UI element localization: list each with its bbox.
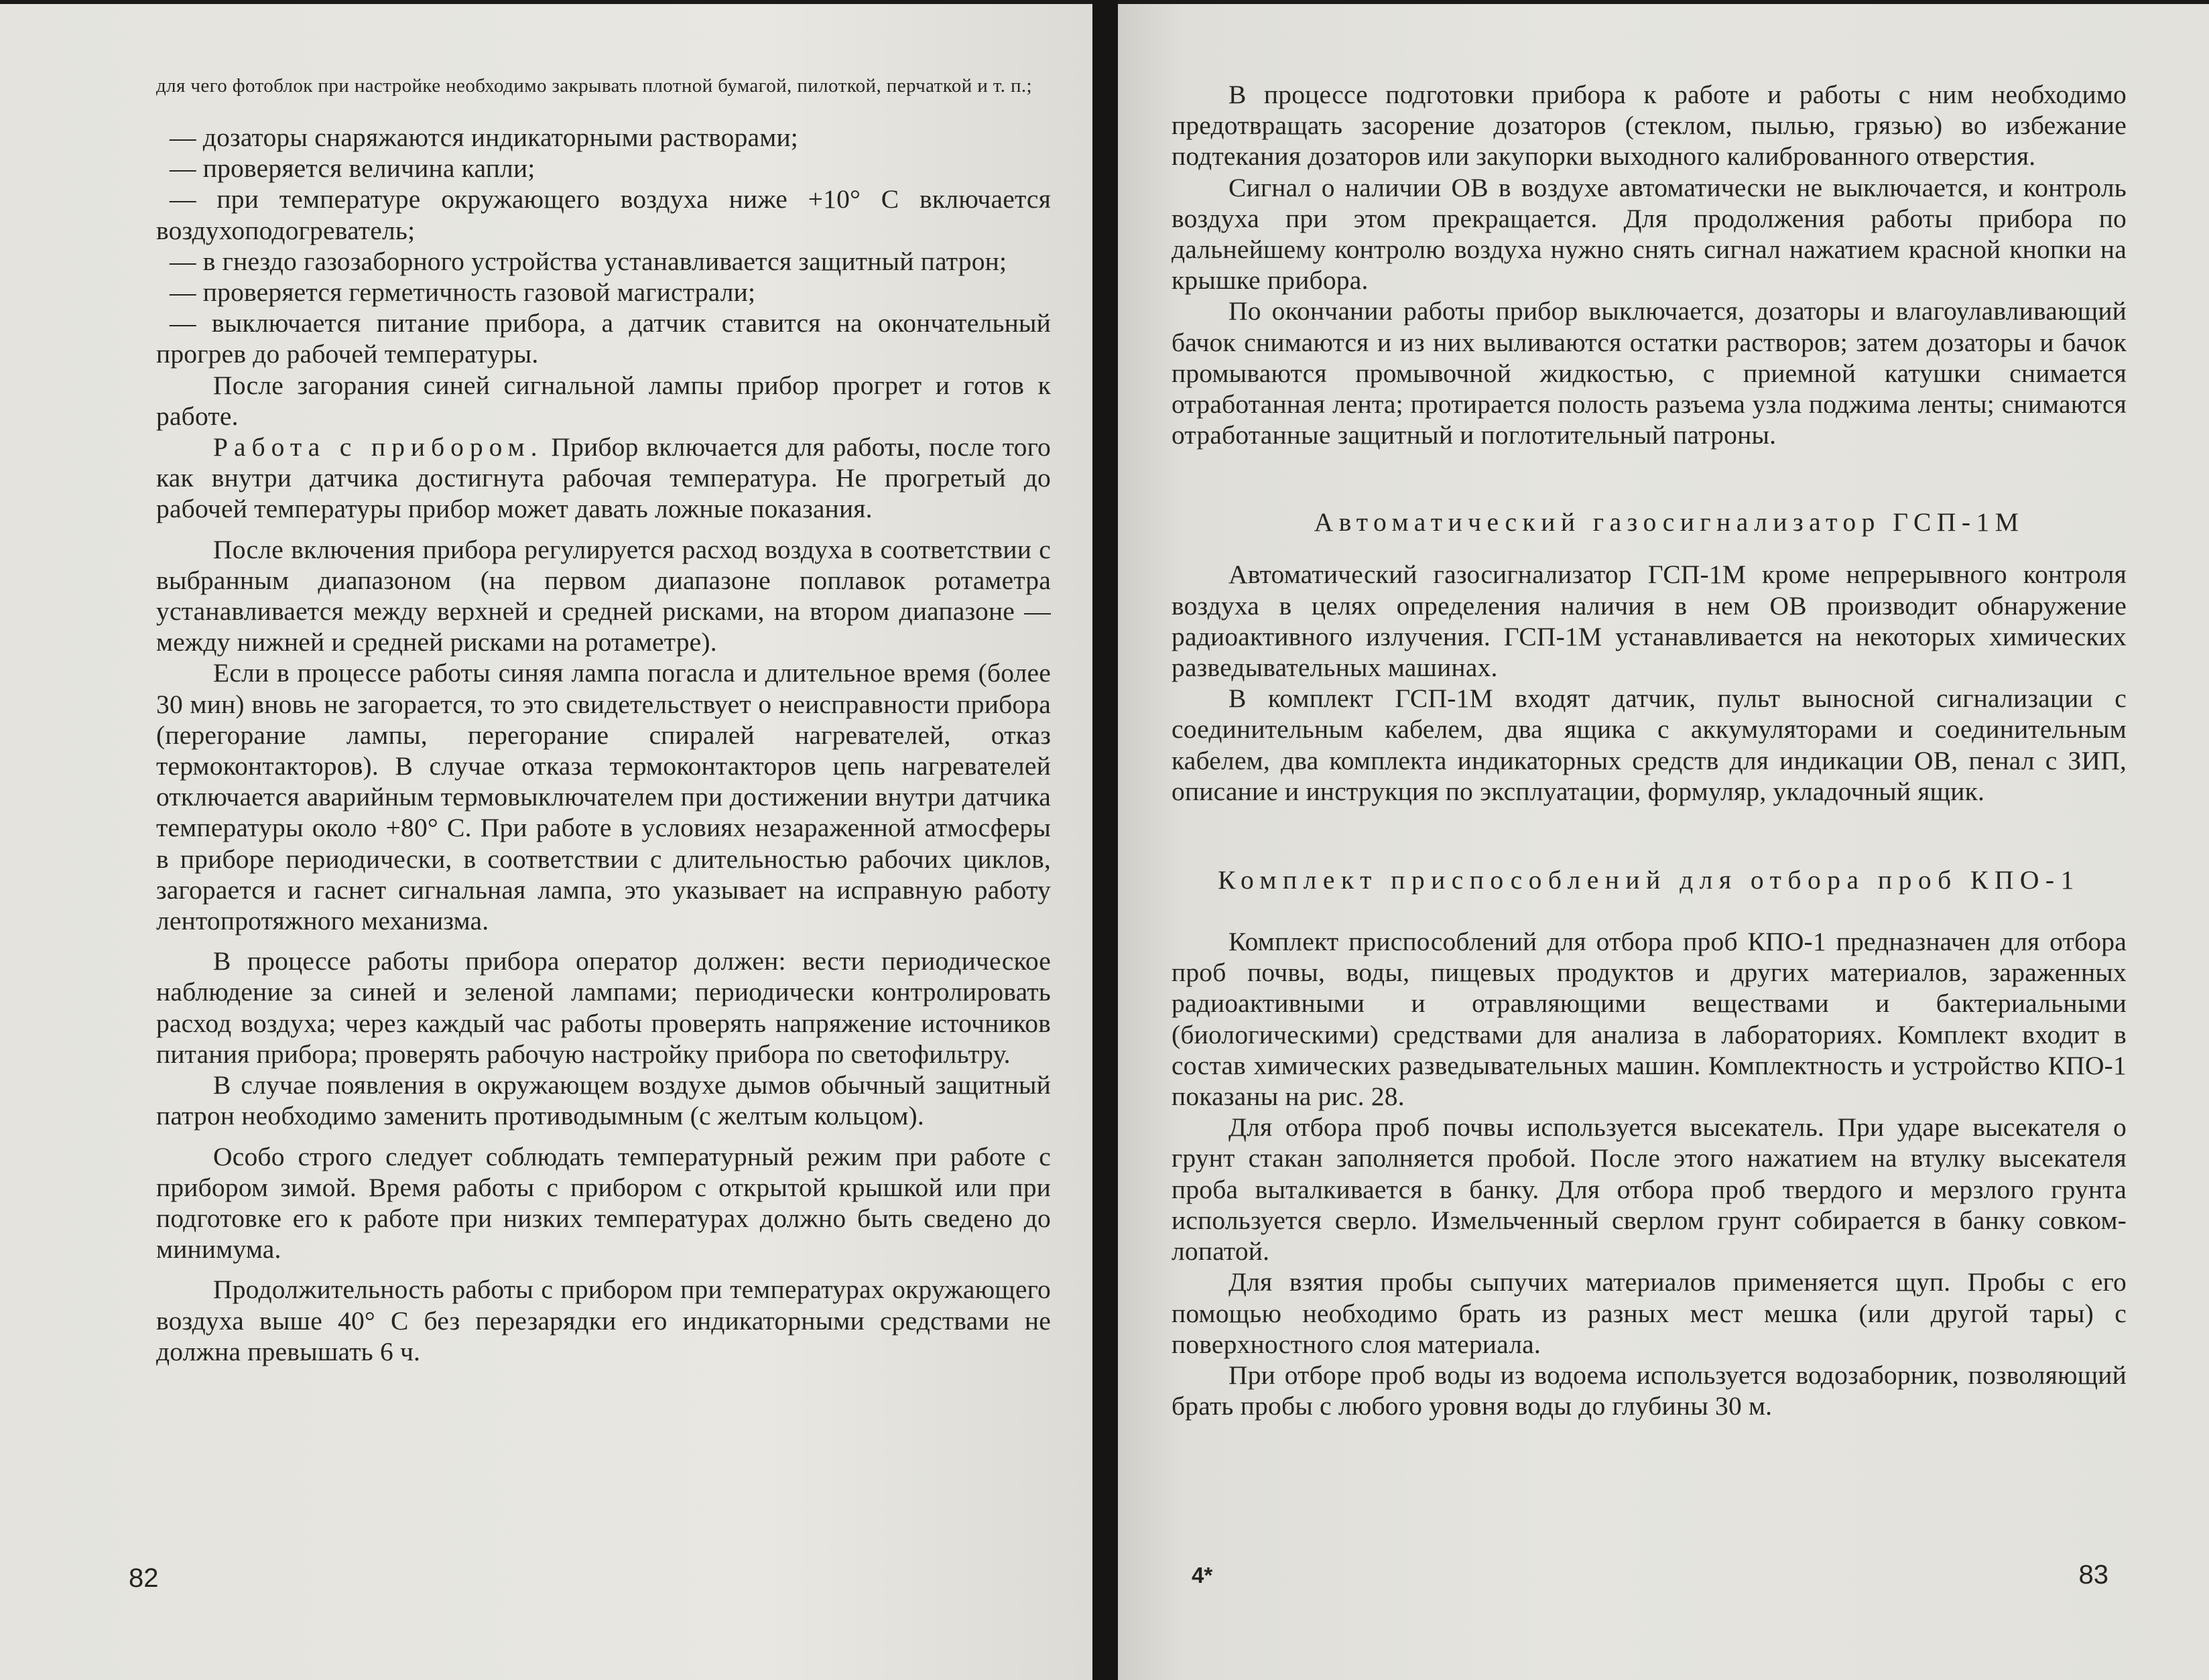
- run-in-heading: Работа с прибором.: [213, 432, 544, 462]
- right-page-text: [1172, 79, 2127, 1421]
- paragraph: В процессе работы прибора оператор должен: вести периодическое наблюдение за синей и зеленой лампами; периодически контролировать расход воздуха; через каждый час работы проверять напряжение источников питания прибора; проверять рабочую настройку прибора по светофильтру.: [156, 946, 1051, 1069]
- paragraph: Если в процессе работы синяя лампа погасла и длительное время (более 30 мин) вновь не загорается, то это свидетельствует о неисправности прибора (перегорание лампы, перегорание спиралей нагревателей, отказ термоконтакторов). В случае отказа термоконтакторов цепь нагревателей отключается аварийным термовыключателем при достижении внутри датчика температуры около +80° С. При работе в условиях незараженной атмосферы в приборе периодически, в соответствии с длительностью рабочих циклов, загорается и гаснет сигнальная лампа, это указывает на исправную работу лентопротяжного механизма.: [156, 658, 1051, 936]
- paragraph: Комплект приспособлений для отбора проб КПО-1 предназначен для отбора проб почвы, воды, пищевых продуктов и других материалов, зараженных радиоактивными и отравляющими веществами и бактериальными (биологическими) средствами для анализа в лабораториях. Комплект входит в состав химических разведывательных машин. Комплектность и устройство КПО-1 показаны на рис. 28.: [1172, 927, 2127, 1112]
- page-number: 82: [129, 1563, 159, 1593]
- paragraph-run-in: [156, 432, 1051, 525]
- paragraph: Автоматический газосигнализатор ГСП-1М кроме непрерывного контроля воздуха в целях определения наличия в нем ОВ производит обнаружение радиоактивного излучения. ГСП-1М устанавливается на некоторых химических разведывательных машинах.: [1172, 560, 2127, 683]
- paragraph: При отборе проб воды из водоема используется водозаборник, позволяющий брать пробы с любого уровня воды до глубины 30 м.: [1172, 1360, 2127, 1421]
- list-item: — дозаторы снаряжаются индикаторными растворами;: [170, 123, 798, 152]
- paragraph: В комплект ГСП-1М входят датчик, пульт выносной сигнализации с соединительным кабелем, два ящика с аккумуляторами и соединительным кабелем, два комплекта индикаторных средств для индикации ОВ, пенал с ЗИП, описание и инструкция по эксплуатации, формуляр, укладочный ящик.: [1172, 684, 2127, 806]
- left-page-text: [156, 74, 1051, 1367]
- paragraph: После включения прибора регулируется расход воздуха в соответствии с выбранным диапазоном (на первом диапазоне поплавок ротаметра устанавливается между верхней и средней рисками, на втором диапазоне — между нижней и средней рисками на ротаметре).: [156, 534, 1051, 657]
- right-page: [1118, 4, 2209, 1680]
- paragraph: Продолжительность работы с прибором при температурах окружающего воздуха выше 40° С без перезарядки его индикаторными средствами не должна превышать 6 ч.: [156, 1275, 1051, 1366]
- paragraph: По окончании работы прибор выключается, дозаторы и влагоулавливающий бачок снимаются и из них выливаются остатки растворов; затем дозаторы и бачок промываются промывочной жидкостью, с приемной катушки снимается отработанная лента; протирается полость разъема узла поджима ленты; снимаются отработанные защитный и поглотительный патроны.: [1172, 296, 2127, 450]
- section-heading-gsp: Автоматический газосигнализатор ГСП-1М: [1314, 507, 2025, 537]
- book-gutter: [1092, 0, 1118, 1680]
- list-item: — проверяется герметичность газовой магистрали;: [170, 277, 756, 308]
- page-number: 83: [2078, 1560, 2108, 1590]
- paragraph-text: Прибор включается для работы, после того как внутри датчика достигнута рабочая температура. Не прогретый до рабочей температуры прибор может давать ложные показания.: [156, 432, 1051, 524]
- list-item: — проверяется величина капли;: [170, 153, 535, 184]
- paragraph: Для взятия пробы сыпучих материалов применяется щуп. Пробы с его помощью необходимо брать из разных мест мешка (или другой тары) с поверхностного слоя материала.: [1172, 1267, 2127, 1359]
- paragraph: В процессе подготовки прибора к работе и работы с ним необходимо предотвращать засорение дозаторов (стеклом, пылью, грязью) во избежание подтекания дозаторов или закупорки выходного калиброванного отверстия.: [1172, 80, 2127, 172]
- paragraph: В случае появления в окружающем воздухе дымов обычный защитный патрон необходимо заменить противодымным (с желтым кольцом).: [156, 1070, 1051, 1131]
- signature-mark: 4*: [1192, 1563, 1213, 1588]
- list-item: — при температуре окружающего воздуха ниже +10° С включается воздухоподогреватель;: [156, 184, 1051, 245]
- continued-paragraph: для чего фотоблок при настройке необходимо закрывать плотной бумагой, пилоткой, перчаткой и т. п.;: [156, 75, 1033, 96]
- list-item: — в гнездо газозаборного устройства устанавливается защитный патрон;: [170, 246, 1007, 276]
- section-heading-kpo: Комплект приспособлений для отбора проб КПО-1: [1218, 865, 2080, 895]
- list-item: — выключается питание прибора, а датчик ставится на окончательный прогрев до рабочей температуры.: [156, 308, 1051, 369]
- paragraph: Сигнал о наличии ОВ в воздухе автоматически не выключается, и контроль воздуха при этом прекращается. Для продолжения работы прибора по дальнейшему контролю воздуха нужно снять сигнал нажатием красной кнопки на крышке прибора.: [1172, 172, 2127, 296]
- paragraph: Особо строго следует соблюдать температурный режим при работе с прибором зимой. Время работы с прибором с открытой крышкой или при подготовке его к работе при низких температурах должно быть сведено до минимума.: [156, 1141, 1051, 1265]
- left-page: [0, 4, 1092, 1680]
- paragraph: После загорания синей сигнальной лампы прибор прогрет и готов к работе.: [156, 370, 1051, 431]
- paragraph: Для отбора проб почвы используется высекатель. При ударе высекателя о грунт стакан заполняется пробой. После этого нажатием на втулку высекателя проба выталкивается в банку. Для отбора проб твердого и мерзлого грунта используется сверло. Измельченный сверлом грунт собирается в банку совком-лопатой.: [1172, 1112, 2127, 1267]
